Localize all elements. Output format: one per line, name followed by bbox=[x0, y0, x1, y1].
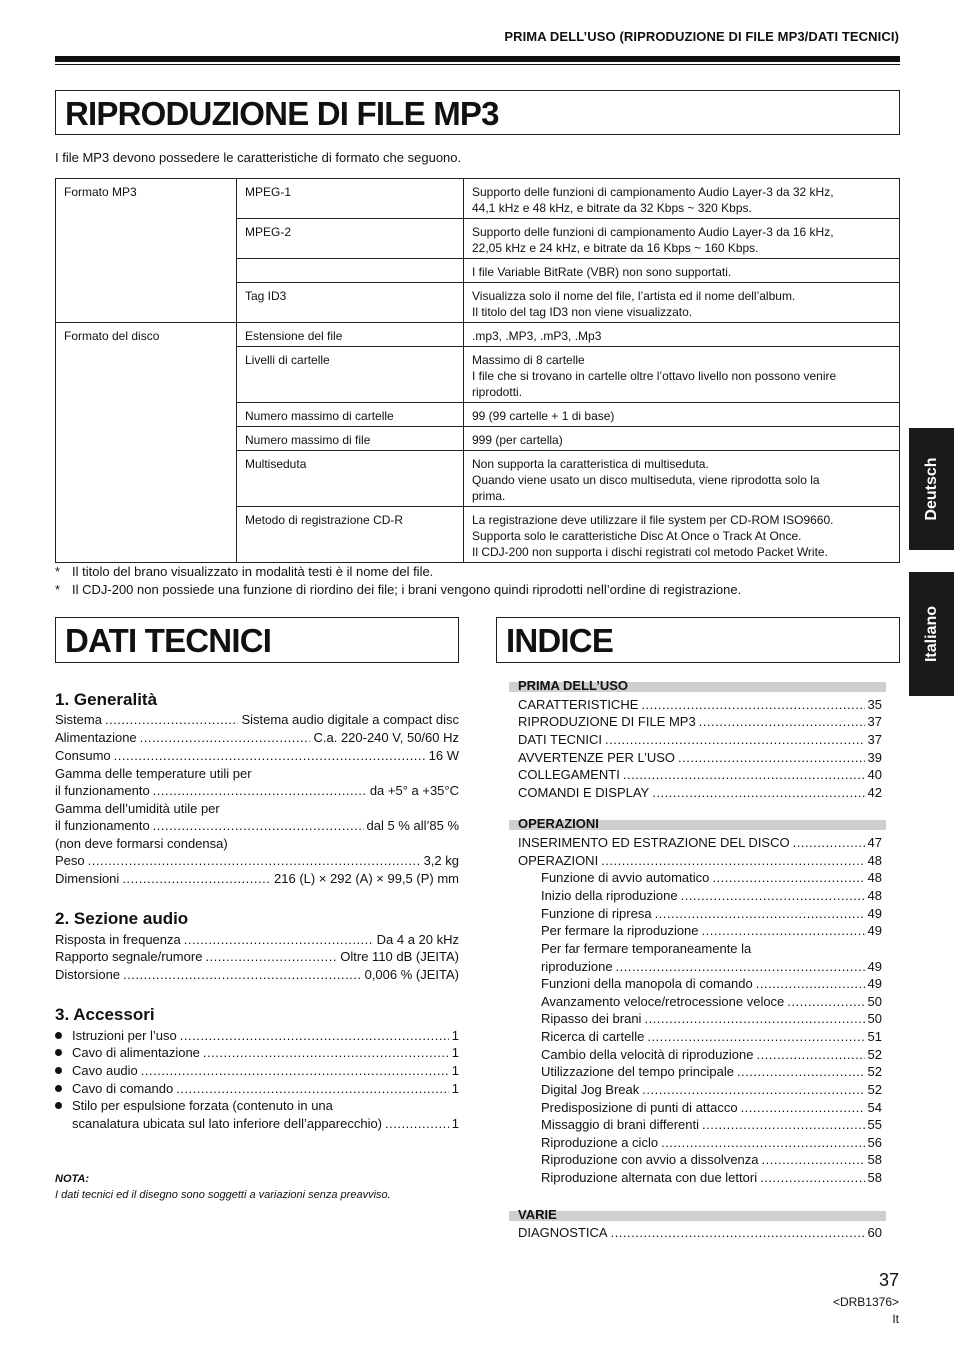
index-entry[interactable]: COMANDI E DISPLAY ..... 42 bbox=[518, 784, 882, 801]
accessory-item: Cavo di alimentazione ..... 1 bbox=[55, 1044, 459, 1061]
table-value-cell: 99 (99 cartelle + 1 di base) bbox=[464, 403, 900, 427]
spec-row: il funzionamento ..... da +5° a +35°C bbox=[55, 782, 459, 799]
specs-section-title: DATI TECNICI bbox=[55, 617, 459, 663]
table-key-cell bbox=[237, 259, 464, 283]
spec-text: Gamma delle temperature utili per bbox=[55, 766, 252, 781]
spec-heading-accessories: 3. Accessori bbox=[55, 1005, 155, 1024]
table-key-cell: MPEG-2 bbox=[237, 219, 464, 259]
index-subentry[interactable]: Avanzamento veloce/retrocessione veloce ..... 50 bbox=[541, 993, 882, 1010]
index-subentry[interactable]: Inizio della riproduzione ..... 48 bbox=[541, 887, 882, 904]
index-group-heading: VARIE bbox=[518, 1207, 557, 1222]
table-key-cell: Multiseduta bbox=[237, 451, 464, 507]
table-key-cell: MPEG-1 bbox=[237, 179, 464, 219]
index-subentry[interactable]: Funzioni della manopola di comando ..... 49 bbox=[541, 975, 882, 992]
table-row bbox=[56, 323, 900, 347]
spec-heading-general: 1. Generalità bbox=[55, 690, 158, 709]
table-key-cell: Estensione del file bbox=[237, 323, 464, 347]
mp3-intro: I file MP3 devono possedere le caratteristiche di formato che seguono. bbox=[55, 150, 462, 165]
index-entry[interactable]: AVVERTENZE PER L’USO ..... 39 bbox=[518, 749, 882, 766]
spec-row: Alimentazione ..... C.a. 220-240 V, 50/60 Hz bbox=[55, 729, 459, 746]
index-entry[interactable]: DATI TECNICI ..... 37 bbox=[518, 731, 882, 748]
index-group-heading: PRIMA DELL’USO bbox=[518, 678, 629, 693]
index-subentry[interactable]: Ricerca di cartelle ..... 51 bbox=[541, 1028, 882, 1045]
spec-text: Gamma dell’umidità utile per bbox=[55, 801, 220, 816]
index-group-heading: OPERAZIONI bbox=[518, 816, 599, 831]
accessory-item: Stilo per espulsione forzata (contenuto in una bbox=[55, 1097, 459, 1114]
tab-italiano[interactable] bbox=[909, 572, 954, 696]
footnote-2: * Il CDJ-200 non possiede una funzione di riordino dei file; i brani vengono quindi riprodotti nell’ordine di registrazione. bbox=[55, 582, 742, 597]
formato-disco-cell: Formato del disco bbox=[56, 323, 237, 563]
index-subentry[interactable]: Ripasso dei brani ..... 50 bbox=[541, 1010, 882, 1027]
index-entry[interactable]: INSERIMENTO ED ESTRAZIONE DEL DISCO ..... 47 bbox=[518, 834, 882, 851]
spec-heading-audio: 2. Sezione audio bbox=[55, 909, 189, 928]
bullet-icon bbox=[55, 1049, 62, 1056]
index-subentry[interactable]: Per fermare la riproduzione ..... 49 bbox=[541, 922, 882, 939]
accessory-item: Cavo audio ..... 1 bbox=[55, 1062, 459, 1079]
spec-text: (non deve formarsi condensa) bbox=[55, 836, 228, 851]
nota-text: I dati tecnici ed il disegno sono soggetti a variazioni senza preavviso. bbox=[55, 1189, 391, 1201]
accessory-item-cont: scanalatura ubicata sul lato inferiore dell’apparecchio) ..... 1 bbox=[72, 1115, 459, 1132]
index-subentry[interactable]: Digital Jog Break ..... 52 bbox=[541, 1081, 882, 1098]
index-subentry[interactable]: Funzione di avvio automatico ..... 48 bbox=[541, 869, 882, 886]
table-key-cell: Tag ID3 bbox=[237, 283, 464, 323]
header-rule-thin bbox=[55, 64, 900, 65]
index-subentry[interactable]: Cambio della velocità di riproduzione ..... 52 bbox=[541, 1046, 882, 1063]
nota-label: NOTA: bbox=[55, 1173, 90, 1185]
footnote-1: * Il titolo del brano visualizzato in modalità testi è il nome del file. bbox=[55, 564, 434, 579]
index-group-band bbox=[509, 1211, 886, 1221]
bullet-icon bbox=[55, 1102, 62, 1109]
index-subentry[interactable]: Riproduzione con avvio a dissolvenza ..... 58 bbox=[541, 1151, 882, 1168]
bullet-icon bbox=[55, 1067, 62, 1074]
mp3-format-table bbox=[55, 178, 900, 563]
table-value-cell: .mp3, .MP3, .mP3, .Mp3 bbox=[464, 323, 900, 347]
index-subentry[interactable]: Predisposizione di punti di attacco ..... 54 bbox=[541, 1099, 882, 1116]
index-subentry[interactable]: Riproduzione alternata con due lettori ..... 58 bbox=[541, 1169, 882, 1186]
table-key-cell: Numero massimo di file bbox=[237, 427, 464, 451]
index-subentry[interactable]: Funzione di ripresa ..... 49 bbox=[541, 905, 882, 922]
running-header: PRIMA DELL’USO (RIPRODUZIONE DI FILE MP3/DATI TECNICI) bbox=[504, 29, 899, 44]
page-number: 37 bbox=[878, 1270, 899, 1290]
bullet-icon bbox=[55, 1032, 62, 1039]
index-section-title: INDICE bbox=[496, 617, 900, 663]
index-subentry[interactable]: Riproduzione a ciclo ..... 56 bbox=[541, 1134, 882, 1151]
table-key-cell: Metodo di registrazione CD-R bbox=[237, 507, 464, 563]
accessory-item: Cavo di comando ..... 1 bbox=[55, 1080, 459, 1097]
index-subentry-text: Per far fermare temporaneamente la bbox=[541, 941, 752, 956]
table-value-cell: I file Variable BitRate (VBR) non sono supportati. bbox=[464, 259, 900, 283]
spec-row: Consumo ..... 16 W bbox=[55, 747, 459, 764]
spec-row: Rapporto segnale/rumore ..... Oltre 110 dB (JEITA) bbox=[55, 948, 459, 965]
table-value-cell: Supporto delle funzioni di campionamento Audio Layer-3 da 32 kHz, 44,1 kHz e 48 kHz, e bitrate da 32 Kbps ~ 320 Kbps. bbox=[464, 179, 900, 219]
language-code: It bbox=[892, 1312, 899, 1326]
mp3-section-title: RIPRODUZIONE DI FILE MP3 bbox=[55, 90, 900, 135]
table-key-cell: Numero massimo di cartelle bbox=[237, 403, 464, 427]
header-rule bbox=[55, 56, 900, 62]
accessory-item: Istruzioni per l’uso ..... 1 bbox=[55, 1027, 459, 1044]
table-value-cell: 999 (per cartella) bbox=[464, 427, 900, 451]
tab-italiano-label: Italiano bbox=[922, 605, 940, 663]
table-value-cell: La registrazione deve utilizzare il file system per CD-ROM ISO9660. Supporta solo le caratteristiche Disc At Once o Track At Once. Il CDJ-200 non supporta i dischi registrati col metodo Packet Write. bbox=[464, 507, 900, 563]
table-value-cell: Massimo di 8 cartelle I file che si trovano in cartelle oltre l’ottavo livello non possono venire riprodotti. bbox=[464, 347, 900, 403]
table-value-cell: Visualizza solo il nome del file, l’artista ed il nome dell’album. Il titolo del tag ID3 non viene visualizzato. bbox=[464, 283, 900, 323]
index-entry[interactable]: RIPRODUZIONE DI FILE MP3 ..... 37 bbox=[518, 713, 882, 730]
index-subentry[interactable]: Utilizzazione del tempo principale ..... 52 bbox=[541, 1063, 882, 1080]
index-entry[interactable]: CARATTERISTICHE ..... 35 bbox=[518, 696, 882, 713]
formato-mp3-cell: Formato MP3 bbox=[56, 179, 237, 323]
spec-row: Sistema ..... Sistema audio digitale a compact disc bbox=[55, 711, 459, 728]
table-key-cell: Livelli di cartelle bbox=[237, 347, 464, 403]
tab-deutsch[interactable] bbox=[909, 428, 954, 550]
index-entry[interactable]: COLLEGAMENTI ..... 40 bbox=[518, 766, 882, 783]
spec-row: Risposta in frequenza ..... Da 4 a 20 kHz bbox=[55, 931, 459, 948]
index-entry[interactable]: DIAGNOSTICA ..... 60 bbox=[518, 1224, 882, 1241]
index-subentry[interactable]: riproduzione ..... 49 bbox=[541, 958, 882, 975]
spec-row: Peso ..... 3,2 kg bbox=[55, 852, 459, 869]
table-value-cell: Non supporta la caratteristica di multiseduta. Quando viene usato un disco multiseduta, viene riprodotta solo la prima. bbox=[464, 451, 900, 507]
spec-row: Distorsione ..... 0,006 % (JEITA) bbox=[55, 966, 459, 983]
table-value-cell: Supporto delle funzioni di campionamento Audio Layer-3 da 16 kHz, 22,05 kHz e 24 kHz, e bitrate da 16 Kbps ~ 160 Kbps. bbox=[464, 219, 900, 259]
spec-row: il funzionamento ..... dal 5 % all’85 % bbox=[55, 817, 459, 834]
bullet-icon bbox=[55, 1085, 62, 1092]
table-row bbox=[56, 179, 900, 219]
index-subentry[interactable]: Missaggio di brani differenti ..... 55 bbox=[541, 1116, 882, 1133]
spec-row: Dimensioni ..... 216 (L) × 292 (A) × 99,5 (P) mm bbox=[55, 870, 459, 887]
document-code: <DRB1376> bbox=[832, 1295, 899, 1309]
tab-deutsch-label: Deutsch bbox=[922, 457, 940, 521]
index-entry[interactable]: OPERAZIONI ..... 48 bbox=[518, 852, 882, 869]
